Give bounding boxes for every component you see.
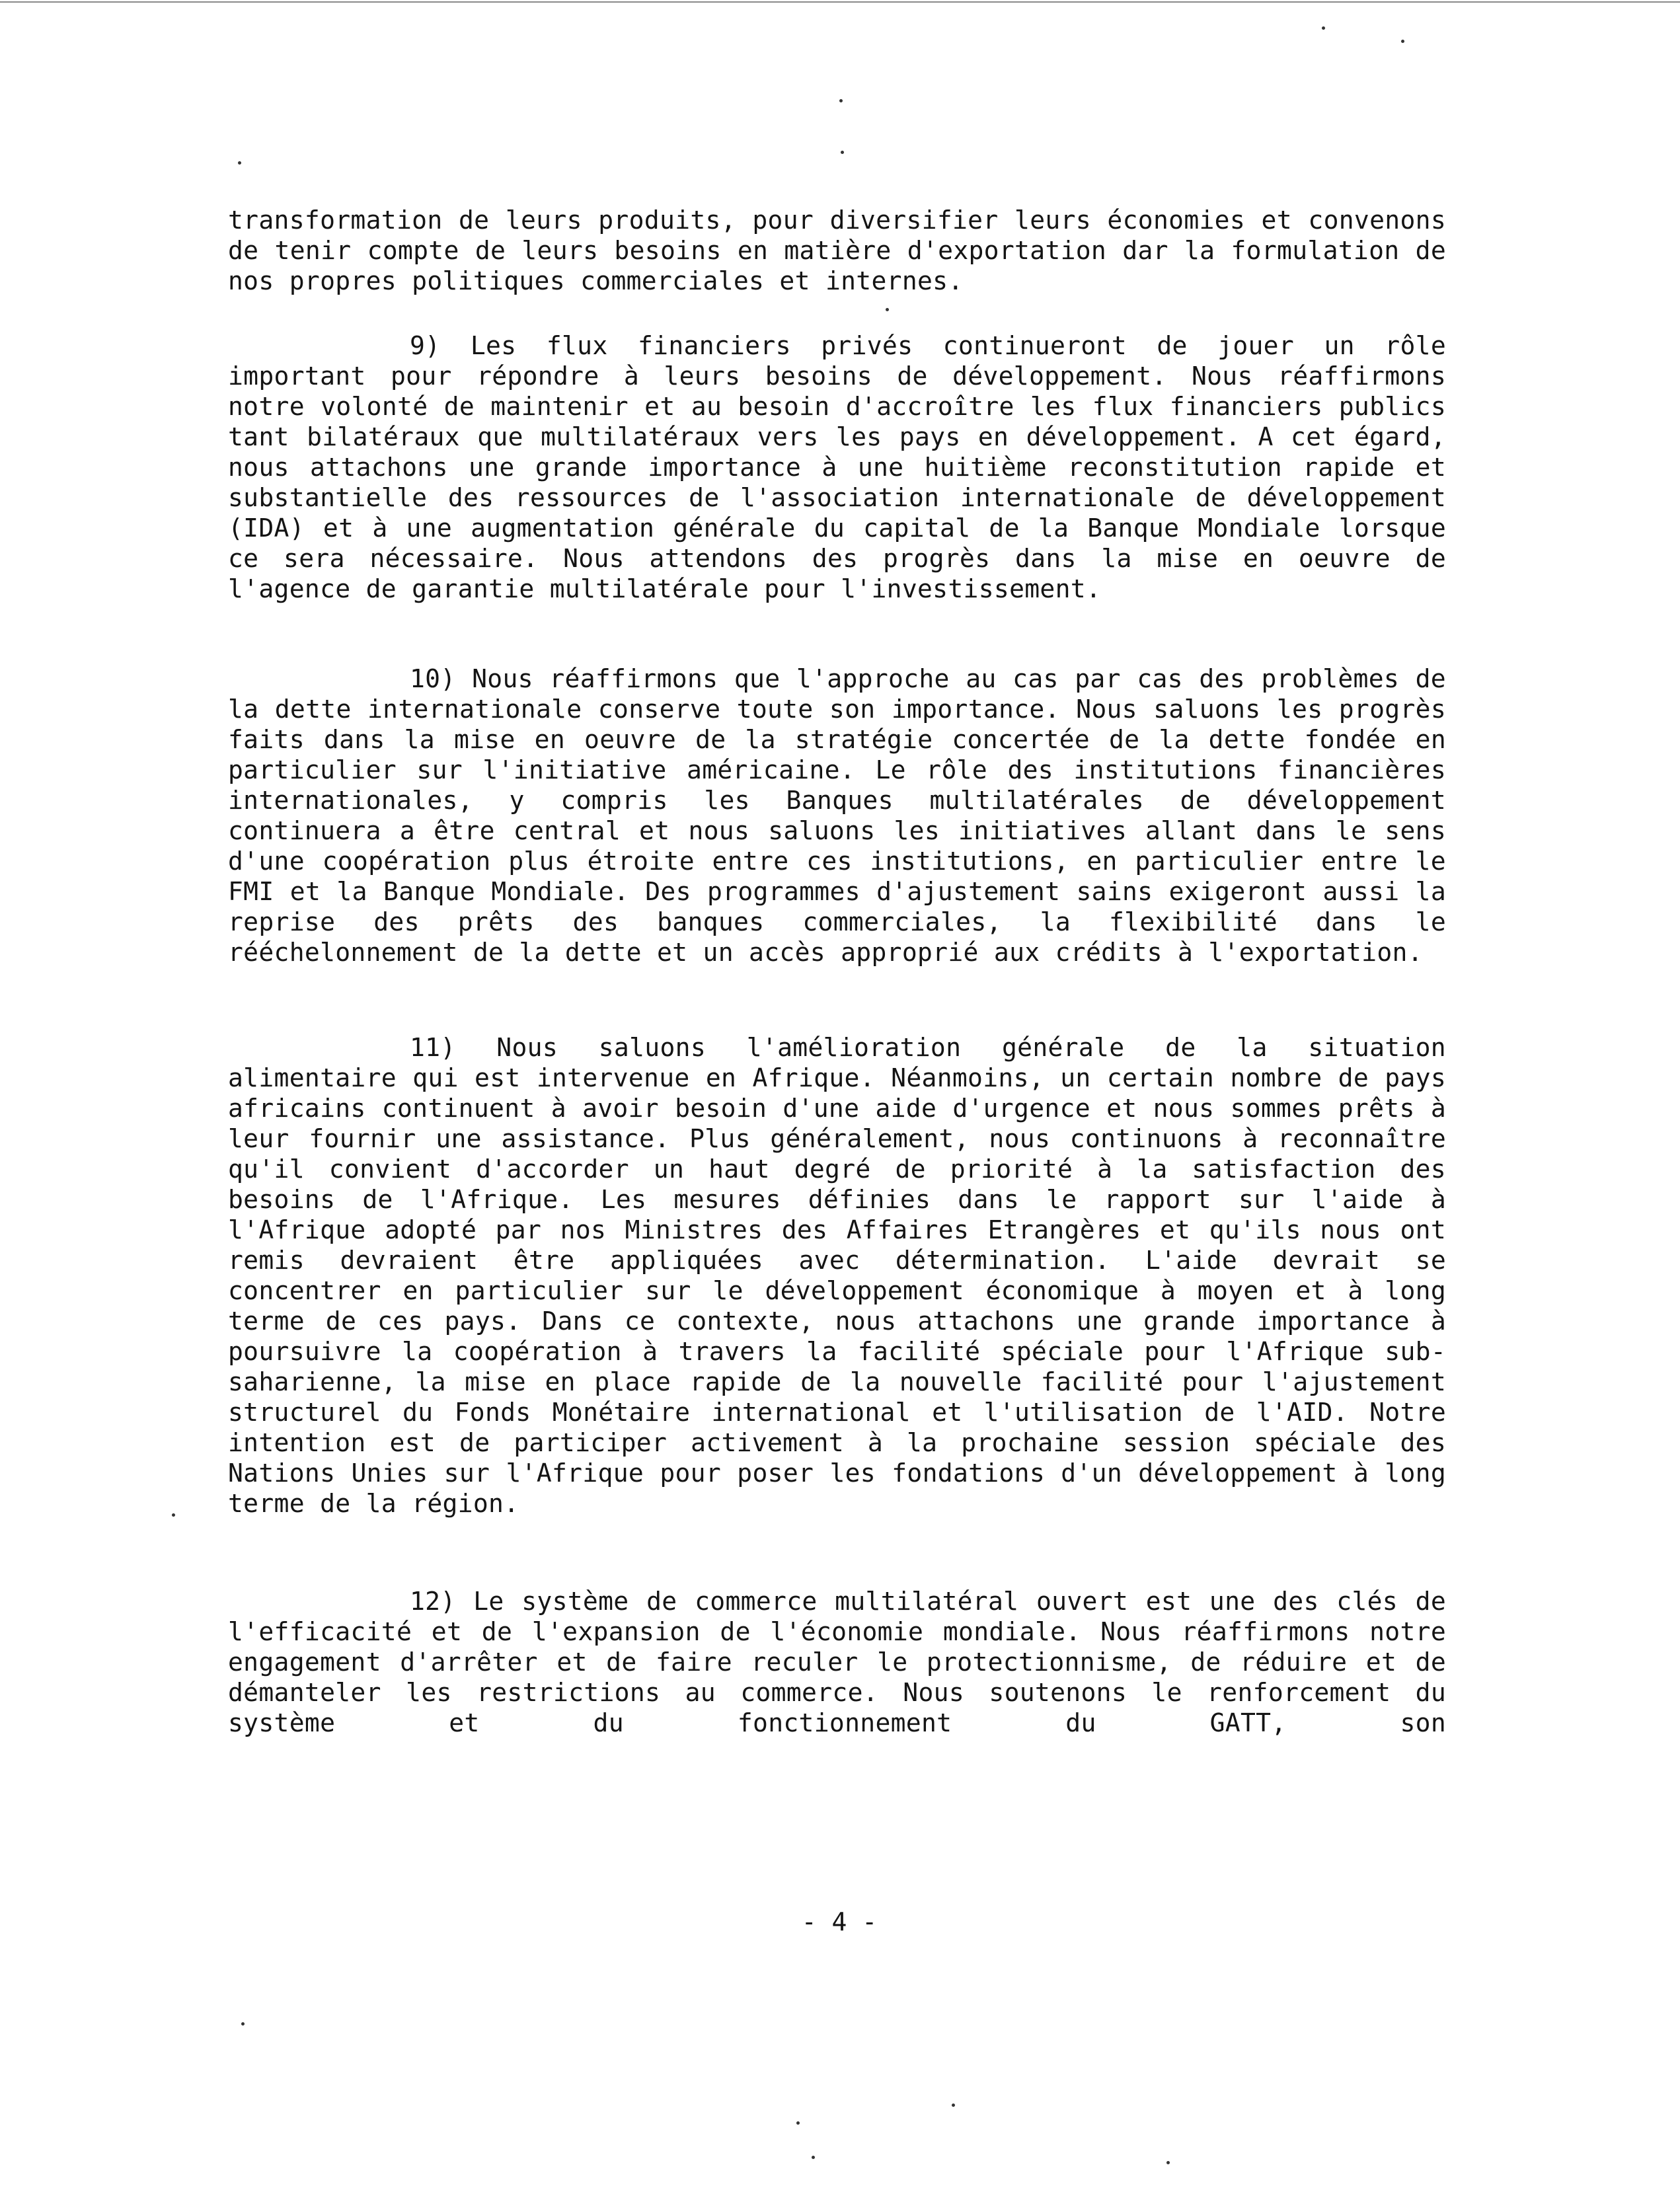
- paragraph-text: Le système de commerce multilatéral ouvert est une des clés de l'efficacité et de l'expansion de l'économie mondiale. Nous réaffirmons notre engagement d'arrêter et de faire reculer le protectionnisme, de réduire et de démanteler les restrictions au commerce. Nous soutenons le renforcement du système et du fonctionnement du GATT, son: [228, 1587, 1446, 1737]
- page-number: - 4 -: [801, 1907, 878, 1936]
- paragraph-10: [228, 664, 1446, 967]
- paragraph-text: Les flux financiers privés continueront de jouer un rôle important pour répondre à leurs besoins de développement. Nous réaffirmons notre volonté de maintenir et au besoin d'accroître les flux financiers publics tant bilatéraux que multilatéraux vers les pays en développement. A cet égard, nous attachons une grande importance à une huitième reconstitution rapide et substantielle des ressources de l'association internationale de développement (IDA) et à une augmentation générale du capital de la Banque Mondiale lorsque ce sera nécessaire. Nous attendons des progrès dans la mise en oeuvre de l'agence de garantie multilatérale pour l'investissement.: [228, 331, 1446, 603]
- scan-speck: [841, 151, 844, 154]
- paragraph-number: 12): [410, 1587, 456, 1616]
- scan-speck: [1322, 26, 1325, 30]
- scan-edge-line: [0, 1, 1680, 3]
- scan-speck: [839, 99, 843, 102]
- scan-speck: [172, 1513, 175, 1517]
- paragraph-9: [228, 330, 1446, 604]
- paragraph-text: Nous réaffirmons que l'approche au cas par cas des problèmes de la dette internationale conserve toute son importance. Nous saluons les progrès faits dans la mise en oeuvre de la stratégie concertée de la dette fondée en particulier sur l'initiative américaine. Le rôle des institutions financières internationales, y compris les Banques multilatérales de développement continuera a être central et nous saluons les initiatives allant dans le sens d'une coopération plus étroite entre ces institutions, en particulier entre le FMI et la Banque Mondiale. Des programmes d'ajustement sains exigeront aussi la reprise des prêts des banques commerciales, la flexibilité dans le rééchelonnement de la dette et un accès approprié aux crédits à l'exportation.: [228, 664, 1446, 967]
- scan-speck: [1166, 2161, 1170, 2164]
- scan-speck: [952, 2104, 955, 2107]
- scan-speck: [241, 2022, 245, 2026]
- continuation-text: transformation de leurs produits, pour diversifier leurs économies et convenons de tenir compte de leurs besoins en matière d'exportation dar la formulation de nos propres politiques commerciales et internes.: [228, 206, 1446, 295]
- paragraph-number: 11): [410, 1033, 456, 1062]
- scan-speck: [796, 2121, 800, 2125]
- paragraph-text: Nous saluons l'amélioration générale de la situation alimentaire qui est intervenue en Afrique. Néanmoins, un certain nombre de pays africains continuent à avoir besoin d'une aide d'urgence et nous sommes prêts à leur fournir une assistance. Plus généralement, nous continuons à reconnaître qu'il convient d'accorder un haut degré de priorité à la satisfaction des besoins de l'Afrique. Les mesures définies dans le rapport sur l'aide à l'Afrique adopté par nos Ministres des Affaires Etrangères et qu'ils nous ont remis devraient être appliquées avec détermination. L'aide devrait se concentrer en particulier sur le développement économique à moyen et à long terme de ces pays. Dans ce contexte, nous attachons une grande importance à poursuivre la coopération à travers la facilité spéciale pour l'Afrique sub-saharienne, la mise en place rapide de la nouvelle facilité pour l'ajustement structurel du Fonds Monétaire international et l'utilisation de l'AID. Notre intention est de participer activement à la prochaine session spéciale des Nations Unies sur l'Afrique pour poser les fondations d'un développement à long terme de la région.: [228, 1033, 1446, 1518]
- paragraph-number: 9): [410, 331, 441, 360]
- scan-speck: [1401, 40, 1404, 43]
- scan-speck: [886, 308, 889, 311]
- continuation-paragraph: [228, 205, 1446, 296]
- scan-speck: [812, 2156, 815, 2159]
- paragraph-12: [228, 1586, 1446, 1738]
- paragraph-11: [228, 1032, 1446, 1519]
- paragraph-number: 10): [410, 664, 456, 693]
- scan-speck: [238, 161, 241, 165]
